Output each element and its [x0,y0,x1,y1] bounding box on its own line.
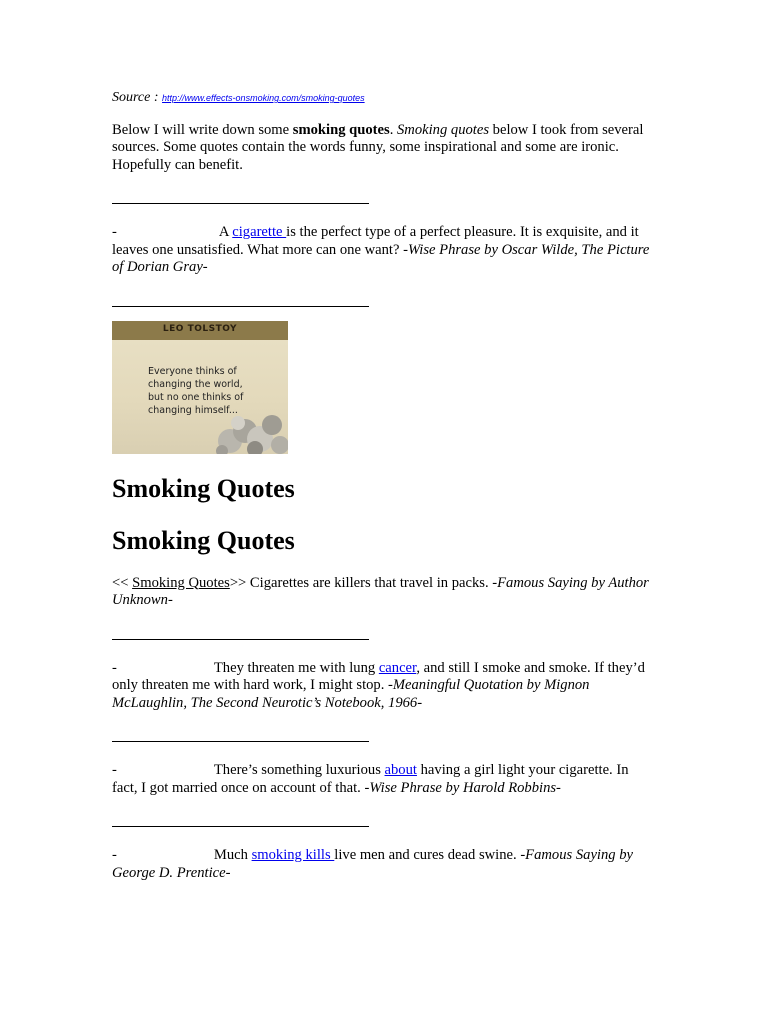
quote-text: << [112,574,133,591]
image-quote-text [148,365,288,417]
intro-text: . [389,121,397,138]
divider [112,191,657,209]
image-line: Everyone thinks of [148,365,237,377]
about-link[interactable]: about [384,762,417,778]
intro-text: below I took from several sources. Some quotes contain the words funny, some inspirational and some are ironic. Hopefully can benefit. [112,121,644,173]
heading-smoking-quotes: Smoking Quotes [112,473,295,503]
divider [112,627,657,645]
quote-text: is the perfect type of a perfect pleasure. It is exquisite, and it leaves one unsatisfied. What more can one want? [112,224,639,258]
image-header-text: LEO TOLSTOY [162,324,238,335]
quote-text: They threaten me with lung [213,659,379,676]
intro-text: Below I will write down some [112,121,293,138]
document-body [112,89,657,882]
divider [112,294,657,312]
quote-text: There’s something luxurious [213,762,385,778]
smoking-quotes-link[interactable]: Smoking Quotes [132,574,230,591]
quote-text: Much [213,847,252,863]
quote-bullet: - [112,224,117,240]
source-line [112,89,657,108]
cigarette-link[interactable]: cigarette [232,224,287,240]
tolstoy-quote-image [112,321,288,454]
quote-harold-robbins [112,762,657,797]
intro-bold: smoking quotes [292,121,390,138]
image-line: changing the world, [148,378,243,390]
quote-attribution: -Famous Saying by Author Unknown- [112,574,649,608]
source-link[interactable]: http://www.effects-onsmoking.com/smoking-quotes [162,93,365,103]
quote-bullet: - [112,847,117,863]
image-line: but no one thinks of [148,391,244,403]
quote-george-prentice [112,847,657,882]
divider [112,729,657,747]
smoking-kills-link[interactable]: smoking kills [251,847,335,863]
quote-attribution: -Wise Phrase by Oscar Wilde, The Picture of Dorian Gray- [112,241,650,275]
divider [112,814,657,832]
quote-author-unknown [112,575,657,610]
intro-italic: Smoking quotes [397,121,490,138]
quote-bullet: - [112,659,117,676]
quote-attribution: -Meaningful Quotation by Mignon McLaughlin, The Second Neurotic’s Notebook, 1966- [112,677,590,711]
quote-text: having a girl light your cigarette. In fact, I got married once on account of that. [112,762,629,796]
image-header [112,321,288,340]
flowers-decoration-icon [210,411,288,454]
quote-text: >> Cigarettes are killers that travel in packs. [229,574,493,591]
heading-smoking-quotes: Smoking Quotes [112,525,295,555]
quote-text: live men and cures dead swine. [334,847,521,863]
quote-attribution: -Wise Phrase by Harold Robbins- [364,779,561,796]
image-line: changing himself... [148,404,238,416]
cancer-link[interactable]: cancer [378,659,417,676]
quote-oscar-wilde [112,224,657,277]
quote-mignon-mclaughlin [112,660,657,713]
quote-bullet: - [112,762,117,778]
quote-attribution: -Famous Saying by George D. Prentice- [112,847,633,881]
quote-text: A [218,224,233,240]
source-label: Source : [112,90,159,105]
intro-paragraph [112,122,657,175]
quote-text: , and still I smoke and smoke. If they’d only threaten me with hard work, I might stop. [112,659,645,693]
